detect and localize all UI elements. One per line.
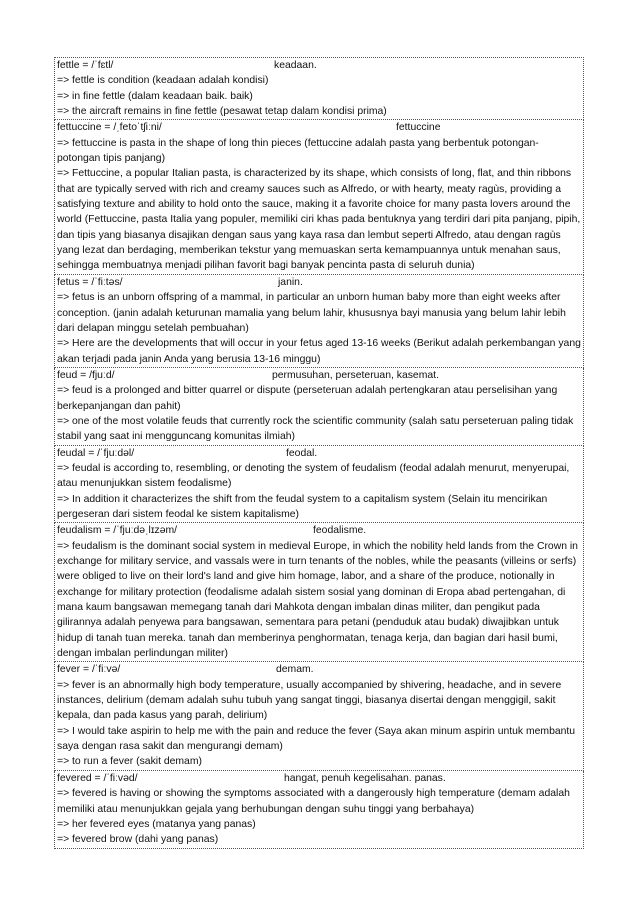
entry-header xyxy=(57,58,581,73)
entry-line: => one of the most volatile feuds that currently rock the scientific community (salah satu perseteruan paling tidak stabil yang saat ini mengguncang komunitas ilmiah) xyxy=(57,415,574,443)
entry-line: => in fine fettle (dalam keadaan baik. baik) xyxy=(57,90,253,102)
entry-meaning: demam. xyxy=(276,664,314,676)
entry-headword: feud = /fjuːd/ xyxy=(57,369,115,381)
entry-line: => Here are the developments that will occur in your fetus aged 13-16 weeks (Berikut adalah perkembangan yang akan terjadi pada janin Anda yang berusia 13-16 minggu) xyxy=(57,338,581,365)
entry-header xyxy=(57,771,581,786)
entry-header xyxy=(57,662,581,677)
entry-line: => to run a fever (sakit demam) xyxy=(57,756,202,768)
entry-header xyxy=(57,446,581,461)
entry-header xyxy=(57,523,581,538)
entry-line: => her fevered eyes (matanya yang panas) xyxy=(57,818,256,830)
entry-headword: fevered = /ˈfiːvəd/ xyxy=(57,772,138,784)
entry-line: => feudal is according to, resembling, or denoting the system of feudalism (feodal adalah menurut, menyerupai, atau menunjukkan sistem feodalisme) xyxy=(57,462,570,490)
glossary-entry-feudal xyxy=(54,446,584,524)
glossary-entry-fetus xyxy=(54,275,584,368)
entry-line: => feudalism is the dominant social system in medieval Europe, in which the nobility held lands from the Crown in exchange for military service, and vassals were in turn tenants of the nobles, while the peasants (villeins or serfs) were obliged to live on their lord's land and give him homage, labor, and a share of the produce, notionally in exchange for military protection (feodalisme adalah sistem sosial yang dominan di Eropa abad pertengahan, di mana kaum bangsawan memegang tanah dari Mahkota dengan imbalan dinas militer, dan pengikut pada gilirannya adalah penyewa para bangsawan, sementara para petani (penduduk atau budak) diwajibkan untuk hidup di tanah tuan mereka. tanah dan memberinya penghormatan, tenaga kerja, dan bagian dari hasil bumi, dengan imbalan perlindungan militer) xyxy=(57,540,578,660)
entry-meaning: feodalisme. xyxy=(313,525,367,537)
entry-header xyxy=(57,120,581,135)
glossary-entry-fever xyxy=(54,662,584,770)
entry-meaning: permusuhan, perseteruan, kasemat. xyxy=(272,369,439,381)
glossary-document xyxy=(54,57,584,849)
glossary-entry-fettle xyxy=(54,57,584,120)
entry-line: => fetus is an unborn offspring of a mammal, in particular an unborn human baby more than eight weeks after conception. (janin adalah keturunan mamalia yang belum lahir, khususnya bayi manusia yang belum lahir lebih dari delapan minggu setelah pembuahan) xyxy=(57,292,566,334)
glossary-entry-feud xyxy=(54,368,584,446)
entry-header xyxy=(57,275,581,290)
entry-line: => the aircraft remains in fine fettle (pesawat tetap dalam kondisi prima) xyxy=(57,106,387,118)
entry-headword: fettuccine = /ˌfetoˈtʃiːni/ xyxy=(57,122,162,134)
entry-line: => fettuccine is pasta in the shape of long thin pieces (fettuccine adalah pasta yang berbentuk potongan-potongan tipis panjang) xyxy=(57,137,539,165)
entry-meaning: keadaan. xyxy=(274,60,317,71)
entry-line: => In addition it characterizes the shift from the feudal system to a capitalism system (Selain itu mencirikan pergeseran dari sistem feodal ke sistem kapitalisme) xyxy=(57,493,548,520)
glossary-entry-feudalism xyxy=(54,523,584,662)
entry-headword: feudal = /ˈfjuːdəl/ xyxy=(57,447,135,459)
glossary-entry-fevered xyxy=(54,771,584,849)
entry-line: => feud is a prolonged and bitter quarrel or dispute (perseteruan adalah pertengkaran atau perselisihan yang berkepanjangan dan pahit) xyxy=(57,385,558,412)
entry-line: => fever is an abnormally high body temperature, usually accompanied by shivering, headache, and in severe instances, delirium (demam adalah suhu tubuh yang sangat tinggi, biasanya disertai dengan menggigil, sakit kepala, dan pada kasus yang parah, delirium) xyxy=(57,679,562,722)
entry-headword: fever = /ˈfiːvə/ xyxy=(57,664,121,676)
entry-headword: fettle = /ˈfɛtl/ xyxy=(57,60,114,71)
entry-line: => fevered is having or showing the symptoms associated with a dangerously high temperature (demam adalah memiliki atau menunjukkan gejala yang berhubungan dengan suhu tinggi yang berbahaya) xyxy=(57,788,570,815)
entry-headword: feudalism = /ˈfjuːdəˌlɪzəm/ xyxy=(57,525,178,537)
entry-line: => fevered brow (dahi yang panas) xyxy=(57,834,219,846)
entry-meaning: fettuccine xyxy=(396,122,441,134)
entry-line: => I would take aspirin to help me with the pain and reduce the fever (Saya akan minum aspirin untuk membantu saya dengan rasa sakit dan mengurangi demam) xyxy=(57,725,576,753)
entry-header xyxy=(57,368,581,383)
entry-line: => fettle is condition (keadaan adalah kondisi) xyxy=(57,75,269,87)
entry-meaning: hangat, penuh kegelisahan. panas. xyxy=(284,772,446,784)
entry-line: => Fettuccine, a popular Italian pasta, is characterized by its shape, which consists of long, flat, and thin ribbons that are typically served with rich and creamy sauces such as Alfredo, or with hearty, meaty ragùs, providing a satisfying texture and ability to hold onto the sauce, making it a favorite choice for many pasta lovers around the world (Fettuccine, pasta Italia yang populer, memiliki ciri khas pada bentuknya yang terdiri dari pita panjang, pipih, dan tipis yang biasanya disajikan dengan saus yang kaya rasa dan lembut seperti Alfredo, atau dengan ragùs yang lezat dan berdaging, memberikan tekstur yang memuaskan serta kemampuannya untuk menahan saus, sehingga membuatnya menjadi pilihan favorit bagi banyak pencinta pasta di seluruh dunia) xyxy=(57,168,581,272)
entry-meaning: janin. xyxy=(278,276,303,288)
entry-headword: fetus = /ˈfiːtəs/ xyxy=(57,276,123,288)
glossary-entry-fettuccine xyxy=(54,120,584,274)
entry-meaning: feodal. xyxy=(286,447,318,459)
